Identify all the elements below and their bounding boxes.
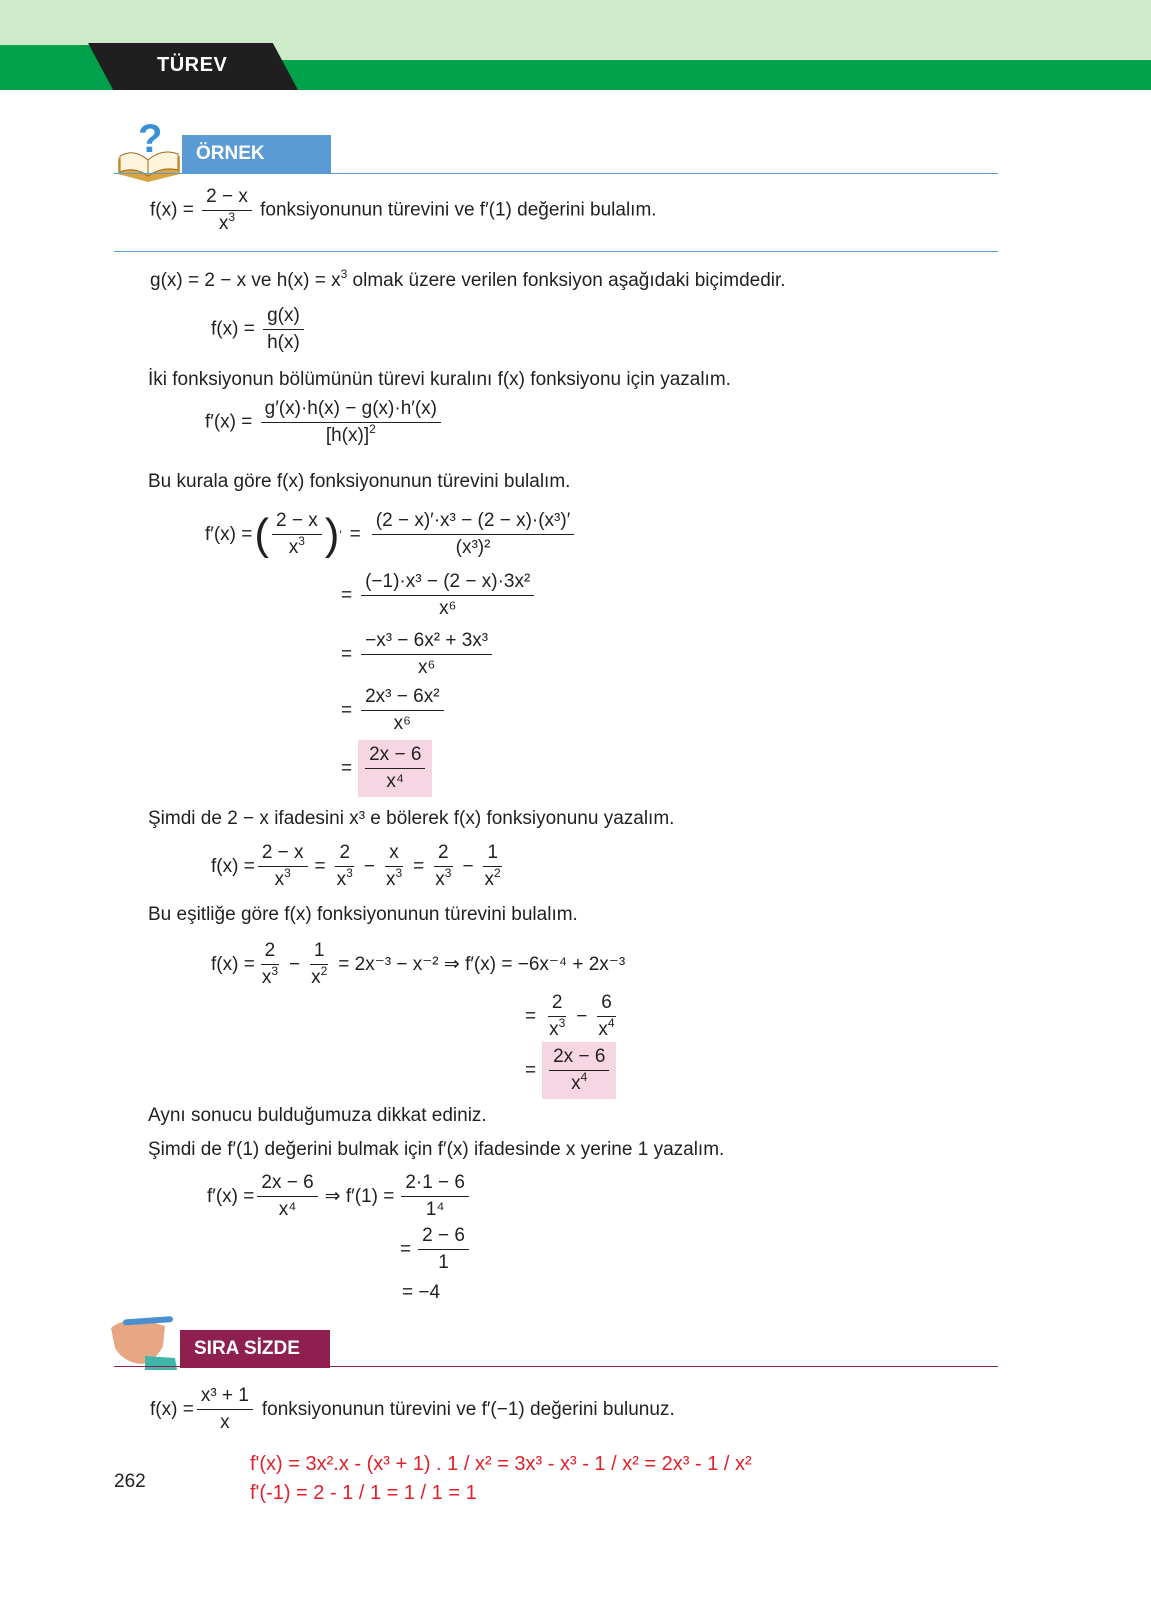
derivation-step-2: = $\frac{\text{(−1)·x³ − (2 − x)·3x²}}{\text{x⁶}}$ (341, 571, 537, 620)
solution-line-3: Bu kurala göre f(x) fonksiyonunun türevini bulalım. (148, 471, 571, 492)
svg-text:?: ? (138, 118, 163, 161)
evaluation-step-1: f′(x) = $\frac{2x - 6}{\text{x⁴}}$ ⇒ f′(1) = $\frac{2\cdot 1 - 6}{\text{1⁴}}$ (207, 1172, 472, 1221)
ornek-label: ÖRNEK (182, 135, 331, 173)
solution-line-5: Bu eşitliğe göre f(x) fonksiyonunun türevini bulalım. (148, 904, 578, 925)
evaluation-result: = −4 (402, 1282, 441, 1303)
solution-line-4: Şimdi de 2 − x ifadesini x³ e bölerek f(x) fonksiyonunu yazalım. (148, 808, 675, 829)
sira-rule (114, 1366, 998, 1367)
ornek-rule-bottom (114, 251, 998, 252)
power-step-2: = $\frac{2}{x^3}$ − $\frac{6}{x^4}$ (525, 992, 615, 1040)
split-fraction: f(x) = $\frac{2 - x}{x^3}$ = $\frac{2}{x^3}$ − $\frac{x}{x^3}$ = $\frac{2}{x^3}$ − $\frac{1}{x^2}$ (211, 842, 501, 890)
page-number: 262 (114, 1471, 146, 1492)
handwritten-answer-line-2: f'(-1) = 2 - 1 / 1 = 1 / 1 = 1 (250, 1482, 477, 1504)
power-rule-derivation: f(x) = $\frac{2}{x^3}$ − $\frac{1}{x^2}$ = 2x⁻³ − x⁻² ⇒ f′(x) = −6x⁻⁴ + 2x⁻³ (211, 940, 626, 988)
solution-line-2: İki fonksiyonun bölümünün türevi kuralını f(x) fonksiyonu için yazalım. (148, 369, 731, 390)
writing-hand-icon (105, 1312, 185, 1372)
quotient-rule: f′(x) = $\frac{g'(x)\cdot h(x) - g(x)\cdot h'(x)}{[h(x)]^2}$ (205, 398, 444, 447)
derivation-step-1: f′(x) = ( $\frac{2 - x}{x^3}$ ) ′ = $\frac{\text{(2 − x)′·x³ − (2 − x)·(x³)′}}{\text{(x³)²}}$ (205, 510, 577, 559)
ornek-fraction: $\frac{2 - x}{x^3}$ (202, 186, 252, 235)
derivation-step-4: = $\frac{\text{2x³ − 6x²}}{\text{x⁶}}$ (341, 686, 447, 735)
sira-sizde-label: SIRA SİZDE (180, 1330, 330, 1368)
solution-line-1: g(x) = 2 − x ve $h(x) = x^3$ olmak üzere verilen fonksiyon aşağıdaki biçimdedir. (150, 267, 786, 291)
chapter-title: TÜREV (157, 54, 228, 76)
solution-line-6: Aynı sonucu bulduğumuza dikkat ediniz. (148, 1105, 487, 1126)
power-result: = $\frac{2x - 6}{x^4}$ (525, 1042, 616, 1099)
ornek-question: f(x) = $\frac{2 - x}{x^3}$ fonksiyonunun türevini ve f′(1) değerini bulalım. (150, 186, 657, 234)
ornek-rule-top (114, 173, 998, 174)
evaluation-step-2: = $\frac{2 - 6}{1}$ (400, 1225, 472, 1274)
handwritten-answer-line-1: f'(x) = 3x².x - (x³ + 1) . 1 / x² = 3x³ - x³ - 1 / x² = 2x³ - 1 / x² (250, 1453, 752, 1475)
f-definition: f(x) = $\frac{g(x)}{h(x)}$ (211, 305, 307, 354)
derivation-result: = $\frac{2x - 6}{\text{x⁴}}$ (341, 740, 432, 797)
derivation-step-3: = $\frac{\text{−x³ − 6x² + 3x³}}{\text{x⁶}}$ (341, 630, 495, 679)
solution-line-7: Şimdi de f′(1) değerini bulmak için f′(x) ifadesinde x yerine 1 yazalım. (148, 1139, 725, 1160)
sira-question: f(x) = $\frac{\text{x³ + 1}}{x}$ fonksiyonunun türevini ve f′(−1) değerini bulunuz. (150, 1385, 675, 1433)
